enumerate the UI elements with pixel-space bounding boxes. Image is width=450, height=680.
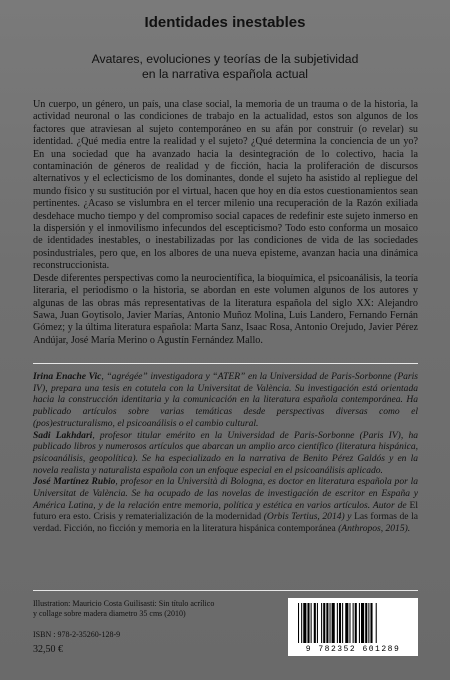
barcode-number: 9 782352 601289 bbox=[305, 645, 401, 654]
blurb-paragraph-1: Un cuerpo, un género, un país, una clase social, la memoria de un trauma o de la historia, la actividad neuronal o las condiciones de trabajo en la actualidad, estos son algunos de los factores que atraviesan al sujeto contemporáneo en su afán por construir (o revelar) su identidad. ¿Qué media entre la realidad y el sujeto? ¿Qué determina la conciencia de un yo? En una sociedad que ha avanzado hacia la desintegración de lo colectivo, hacia la contaminación de géneros de realidad y de ficción, hacia la proliferación de discursos alternativos y el eclecticismo de los dominantes, donde el sujeto ha asistido al repliegue del mundo físico y su sustitución por el virtual, hacen que hoy en día estos cuestionamientos sean pertinentes. ¿Acaso se vislumbra en el tercer milenio una recuperación de la Razón exiliada desdehace mucho tiempo y del compromiso social capaces de redefinir este sujeto inmerso en la dispersión y el inmovilismo infecundos del escepticismo? Todo esto conforma un mosaico de identidades inestables, o inestabilizadas por las condiciones de vida de las sociedades posindustriales, pero que, en los albores de una nueva episteme, avanzan hacia una dinámica reconstruccionista. bbox=[33, 99, 418, 272]
barcode-bar bbox=[361, 603, 364, 643]
illustration-credit bbox=[33, 599, 263, 619]
barcode-bar bbox=[353, 603, 354, 643]
barcode-bar bbox=[355, 603, 357, 643]
isbn: ISBN : 978-2-35260-128-9 bbox=[33, 630, 121, 639]
bio-3-book-2-ref: (Anthropos, 2015). bbox=[338, 523, 411, 535]
barcode-bar bbox=[332, 603, 335, 643]
barcode-bars bbox=[296, 603, 410, 643]
book-title: Identidades inestables bbox=[144, 14, 306, 31]
bio-1-name: Irina Enache Vic bbox=[33, 371, 102, 382]
barcode-bar bbox=[342, 603, 343, 643]
blurb-paragraph-2: Desde diferentes perspectivas como la neurocientífica, la bioquímica, el psicoanálisis, la teoría literaria, el periodismo o la historia, se abordan en este volumen algunos de los autores y algunas de las obras más representativas de la literatura española del siglo XX: Alejandro Sawa, Juan Goytisolo, Javier Marías, Antonio Muñoz Molina, Luis Landero, Fernando Fernán Gómez; y la última literatura española: Marta Sanz, Isaac Rosa, Antonio Orejudo, Javier Pérez Andújar, José María Merino o Agustín Fernández Mallo. bbox=[33, 272, 418, 346]
bio-3-book-1-ref: (Orbis Tertius, 2014) bbox=[263, 511, 345, 523]
barcode-bar bbox=[359, 603, 360, 643]
barcode-bar bbox=[365, 603, 367, 643]
barcode-bar bbox=[301, 603, 302, 643]
bio-1 bbox=[33, 371, 418, 430]
barcode-bar bbox=[321, 603, 322, 643]
illustration-credit-line-2: y collage sobre madera diametro 35 cms (2010) bbox=[33, 609, 186, 618]
barcode-bar bbox=[326, 603, 328, 643]
divider-bottom bbox=[33, 590, 418, 591]
illustration-credit-line-1: Illustration: Mauricio Costa Guilisasti: Sin título acrílico bbox=[33, 599, 215, 608]
barcode bbox=[288, 598, 418, 656]
barcode-bar bbox=[368, 603, 369, 643]
bio-3-text-b: y bbox=[344, 511, 355, 523]
bio-3-name: José Martínez Rubio bbox=[33, 476, 116, 488]
bio-3-book-1: El futuro era esto. Crisis y rematerialización de la modernidad bbox=[33, 499, 418, 523]
barcode-bar bbox=[339, 603, 341, 643]
price: 32,50 € bbox=[33, 644, 63, 655]
bio-3-book-2: Las formas de la verdad. Ficción, no ficción y memoria en la literatura hispánica contemporánea bbox=[33, 511, 418, 535]
barcode-bar bbox=[349, 603, 350, 643]
divider-top bbox=[33, 363, 418, 364]
bio-2 bbox=[33, 430, 418, 477]
bio-1-text: , “agrégée” investigadora y “ATER” en la Universidad de Paris-Sorbonne (Paris IV), prepara una tesis en cotutela con la Universitat de València. Su investigación está orientada hacia la construcción identitaria y la comunicación en la literatura española contemporánea. Ha publicado artículos sobre varias temáticas desde perspectivas diversas como el (pos)estructuralismo, el psicoanálisis o el cambio cultural. bbox=[33, 371, 419, 429]
bio-3 bbox=[33, 476, 418, 535]
barcode-bar bbox=[376, 603, 377, 643]
barcode-bar bbox=[311, 603, 312, 643]
blurb bbox=[33, 99, 418, 347]
barcode-bar bbox=[314, 603, 316, 643]
barcode-bar bbox=[345, 603, 348, 643]
barcode-bar bbox=[330, 603, 331, 643]
barcode-bar bbox=[307, 603, 309, 643]
bio-3-text-a: , profesor en la Università di Bologna, es doctor en literatura española por la Universitat de València. Se ha ocupado de las novelas de investigación de escritor en España y América Latina, y de la relación entre memoria, política y estética en varios artículos. Autor de bbox=[33, 476, 418, 511]
barcode-bar bbox=[317, 603, 318, 643]
subtitle-line-1: Avatares, evoluciones y teorías de la subjetividad bbox=[91, 52, 359, 66]
barcode-bar bbox=[323, 603, 325, 643]
barcode-bar bbox=[303, 603, 306, 643]
bio-2-name: Sadi Lakhdari bbox=[33, 429, 93, 441]
author-bios bbox=[33, 371, 418, 535]
bio-2-text: , profesor titular emérito en la Universidad de Paris-Sorbonne (Paris IV), ha publicado libros y numerosos artículos que abarcan un amplio arco científico (literatura hispánica, psicoanálisis, geopolítica). Se ha especializado en la narrativa de Benito Pérez Galdós y en la novela realista y naturalista española con un enfoque especial en el psicoanálisis aplicado. bbox=[33, 429, 418, 476]
subtitle-line-2: en la narrativa española actual bbox=[142, 67, 308, 81]
barcode-bar bbox=[370, 603, 372, 643]
book-subtitle bbox=[40, 52, 410, 82]
barcode-bar bbox=[337, 603, 338, 643]
barcode-bar bbox=[298, 603, 299, 643]
